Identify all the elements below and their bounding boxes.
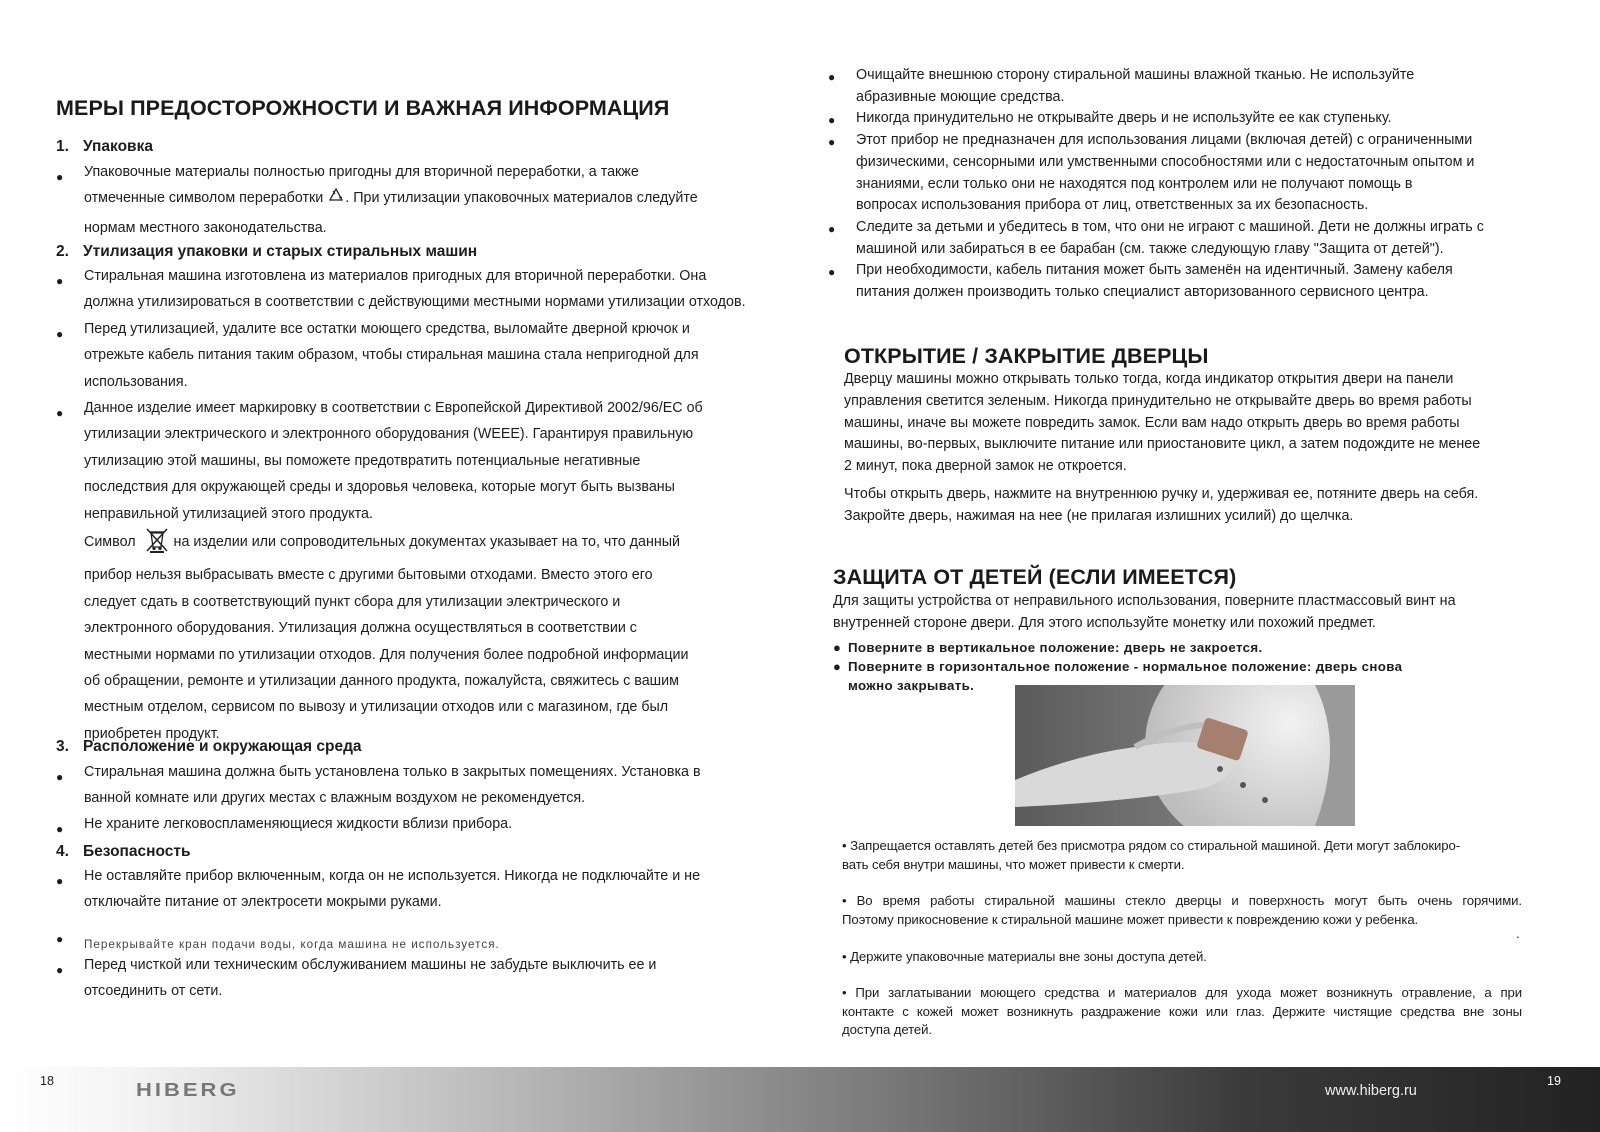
text-line: Дверцу машины можно открывать только тогда, когда индикатор открытия двери на панели <box>844 371 1454 387</box>
text-line: Не храните легковоспламеняющиеся жидкости вблизи прибора. <box>84 816 513 832</box>
text-line: должна утилизироваться в соответствии с действующими местными нормами утилизации отходов. <box>84 294 746 311</box>
bullet: ● <box>56 327 64 341</box>
list-item <box>84 316 699 395</box>
text-line: можно закрывать. <box>848 678 975 693</box>
text-line: отключайте питание от электросети мокрыми руками. <box>84 894 442 911</box>
text-line: внутренней стороне двери. Для этого используйте монетку или похожий предмет. <box>833 614 1376 631</box>
text-line: • Во время работы стиральной машины стекло дверцы и поверхность могут быть очень горячими. <box>842 893 1522 908</box>
child-lock-section-title: ЗАЩИТА ОТ ДЕТЕЙ (ЕСЛИ ИМЕЕТСЯ) <box>833 565 1237 589</box>
text-line: контакте с кожей может возникнуть раздражение кожи или глаз. Держите чистящие средства вне зоны <box>842 1003 1522 1019</box>
child-lock-paragraph <box>833 591 1456 635</box>
text-line: Перекрывайте кран подачи воды, когда машина не используется. <box>84 938 500 951</box>
bullet: ● <box>56 874 64 888</box>
text-line: Перед чисткой или техническим обслуживанием машины не забудьте выключить ее и <box>84 957 657 973</box>
warning-paragraph <box>842 984 1522 1040</box>
door-section-title: ОТКРЫТИЕ / ЗАКРЫТИЕ ДВЕРЦЫ <box>844 344 1209 368</box>
text-line: прибор нельзя выбрасывать вместе с другими бытовыми отходами. Вместо этого его <box>84 567 653 584</box>
section-number: 3. <box>56 738 69 755</box>
text-line: доступа детей. <box>842 1022 932 1037</box>
section-number: 4. <box>56 843 69 860</box>
door-paragraph <box>844 484 1478 528</box>
text-line: 2 минут, пока дверной замок не откроется. <box>844 458 1127 475</box>
text-line: отсоединить от сети. <box>84 983 223 1000</box>
list-item <box>84 159 698 241</box>
crossed-bin-icon <box>142 527 172 562</box>
text-line: отмеченные символом переработки . При утилизации упаковочных материалов следуйте <box>84 185 698 214</box>
text-line: управления светится зеленым. Никогда принудительно не открывайте дверь во время работы <box>844 392 1472 409</box>
text-line: ванной комнате или других местах с влажным воздухом не рекомендуется. <box>84 790 586 807</box>
list-item <box>84 938 500 951</box>
text-line: местным отделом, сервисом по вывозу и утилизации отходов или с магазином, где был <box>84 699 669 716</box>
text-line: • Запрещается оставлять детей без присмотра рядом со стиральной машиной. Дети могут заблокиро- <box>842 838 1461 853</box>
text-line: утилизацию этой машины, вы поможете предотвратить потенциальные негативные <box>84 452 641 469</box>
section-title: Расположение и окружающая среда <box>83 738 362 755</box>
bullet: ● <box>56 406 64 420</box>
list-item <box>856 108 1392 130</box>
text-line: Поэтому прикосновение к стиральной машине может привести к повреждению кожи у ребенка. <box>842 911 1419 927</box>
text-line: абразивные моющие средства. <box>856 88 1065 105</box>
list-item <box>84 863 700 916</box>
bullet: ● <box>56 170 64 184</box>
text-line: Следите за детьми и убедитесь в том, что они не играют с машиной. Дети не должны играть с <box>856 219 1484 235</box>
bullet: ● <box>828 135 836 149</box>
bullet: ● <box>828 113 836 127</box>
text-line: Поверните в горизонтальное положение - нормальное положение: дверь снова <box>848 659 1403 674</box>
recycle-icon <box>327 187 345 214</box>
list-item <box>84 395 703 747</box>
text-line: последствия для окружающей среды и здоровья человека, которые могут быть вызваны <box>84 479 675 496</box>
text-line: Не оставляйте прибор включенным, когда он не используется. Никогда не подключайте и не <box>84 868 701 884</box>
list-item <box>84 263 746 316</box>
list-item <box>84 811 512 837</box>
section-number: 2. <box>56 243 69 260</box>
section-title: Утилизация упаковки и старых стиральных машин <box>83 243 478 260</box>
list-item <box>856 217 1484 261</box>
section-heading-safety <box>56 843 191 861</box>
bullet: ● <box>828 222 836 236</box>
text-line: нормам местного законодательства. <box>84 219 327 236</box>
list-item <box>84 759 701 812</box>
text-line: Закройте дверь, нажимая на нее (не прилагая излишних усилий) до щелчка. <box>844 507 1354 524</box>
bullet: ● <box>833 640 841 655</box>
list-item: Поверните в вертикальное положение: дверь не закроется. <box>848 640 1263 655</box>
text-line: машины, во-первых, выключите питание или приостановите цикл, а затем подождите не менее <box>844 436 1481 453</box>
section-title: Упаковка <box>83 138 153 155</box>
text-line: отрежьте кабель питания таким образом, чтобы стиральная машина стала непригодной для <box>84 347 699 364</box>
bullet: ● <box>56 963 64 977</box>
bullet: ● <box>828 265 836 279</box>
section-heading-disposal <box>56 243 477 261</box>
text-line: Этот прибор не предназначен для использования лицами (включая детей) с ограниченными <box>856 132 1473 148</box>
text-line: Чтобы открыть дверь, нажмите на внутреннюю ручку и, удерживая ее, потяните дверь на себя. <box>844 486 1479 502</box>
page-number-right: 19 <box>1547 1074 1561 1088</box>
warning-paragraph <box>842 837 1460 874</box>
text-line: При необходимости, кабель питания может быть заменён на идентичный. Замену кабеля <box>856 262 1453 278</box>
text-line: приобретен продукт. <box>84 725 220 742</box>
text-line: машины, иначе вы можете повредить замок. Если вам надо открыть дверь во время работы <box>844 414 1460 431</box>
text-line: Никогда принудительно не открывайте дверь и не используйте ее как ступеньку. <box>856 110 1392 126</box>
child-lock-photo <box>1015 685 1355 826</box>
text-line: об обращении, ремонте и утилизации данного продукта, пожалуйста, свяжитесь с вашим <box>84 673 679 690</box>
website-link[interactable]: www.hiberg.ru <box>1325 1083 1417 1099</box>
list-item <box>856 260 1453 304</box>
text-line: • При заглатывании моющего средства и материалов для ухода может возникнуть отравление, а при <box>842 985 1522 1000</box>
bullet: ● <box>56 822 64 836</box>
text-line: Данное изделие имеет маркировку в соответствии с Европейской Директивой 2002/96/EC об <box>84 400 703 416</box>
text-line: вопросах использования прибора от лиц, ответственных за их безопасность. <box>856 197 1369 214</box>
section-number: 1. <box>56 138 69 155</box>
text-line: использования. <box>84 373 188 390</box>
text-line: неправильной утилизацией этого продукта. <box>84 505 373 522</box>
text-line: местными нормами по утилизации отходов. Для получения более подробной информации <box>84 646 689 663</box>
text-line: следует сдать в соответствующий пункт сбора для утилизации электрического и <box>84 593 621 610</box>
list-item <box>856 65 1414 109</box>
footer-band <box>0 1067 1600 1132</box>
text-line: Для защиты устройства от неправильного использования, поверните пластмассовый винт на <box>833 593 1456 609</box>
section-title: Безопасность <box>83 843 191 860</box>
text-line: питания должен производить только специалист авторизованного сервисного центра. <box>856 283 1429 300</box>
warning-paragraph <box>842 892 1522 929</box>
text-line: Стиральная машина должна быть установлена только в закрытых помещениях. Установка в <box>84 764 701 780</box>
warning-paragraph <box>842 948 1207 967</box>
text-line: вать себя внутри машины, что может привести к смерти. <box>842 856 1185 872</box>
text-line: Перед утилизацией, удалите все остатки моющего средства, выломайте дверной крючок и <box>84 321 690 337</box>
text-line: • Держите упаковочные материалы вне зоны доступа детей. <box>842 949 1207 964</box>
text-line: знаниями, если только они не находятся под контролем или не получают помощь в <box>856 175 1413 192</box>
text-line: физическими, сенсорными или умственными способностями или с недостаточным опытом и <box>856 153 1475 170</box>
text-line: Упаковочные материалы полностью пригодны для вторичной переработки, а также <box>84 164 639 180</box>
text-line: утилизации электрического и электронного оборудования (WEEE). Гарантируя правильную <box>84 426 694 443</box>
text-line: Очищайте внешнюю сторону стиральной машины влажной тканью. Не используйте <box>856 67 1415 83</box>
bullet: ● <box>56 770 64 784</box>
page-title: МЕРЫ ПРЕДОСТОРОЖНОСТИ И ВАЖНАЯ ИНФОРМАЦИЯ <box>56 96 670 120</box>
page-number-left: 18 <box>40 1074 54 1088</box>
list-item <box>856 130 1474 217</box>
bullet: ● <box>56 274 64 288</box>
door-paragraph <box>844 369 1480 478</box>
text-line: электронного оборудования. Утилизация должна осуществляться в соответствии с <box>84 620 637 637</box>
text-line: машиной или забираться в ее барабан (см. также следующую главу "Защита от детей"). <box>856 240 1444 257</box>
list-item <box>84 952 656 1005</box>
bullet: ● <box>56 932 64 946</box>
text-line: Символ на изделии или сопроводительных документах указывает на то, что данный <box>84 527 703 562</box>
text-line: Стиральная машина изготовлена из материалов пригодных для вторичной переработки. Она <box>84 268 707 284</box>
section-heading-location <box>56 738 362 756</box>
bullet: ● <box>828 70 836 84</box>
brand-logo: HIBERG <box>136 1079 240 1101</box>
bullet: ● <box>833 659 841 674</box>
section-heading-packaging <box>56 138 153 156</box>
stray-dot: . <box>1516 926 1520 941</box>
